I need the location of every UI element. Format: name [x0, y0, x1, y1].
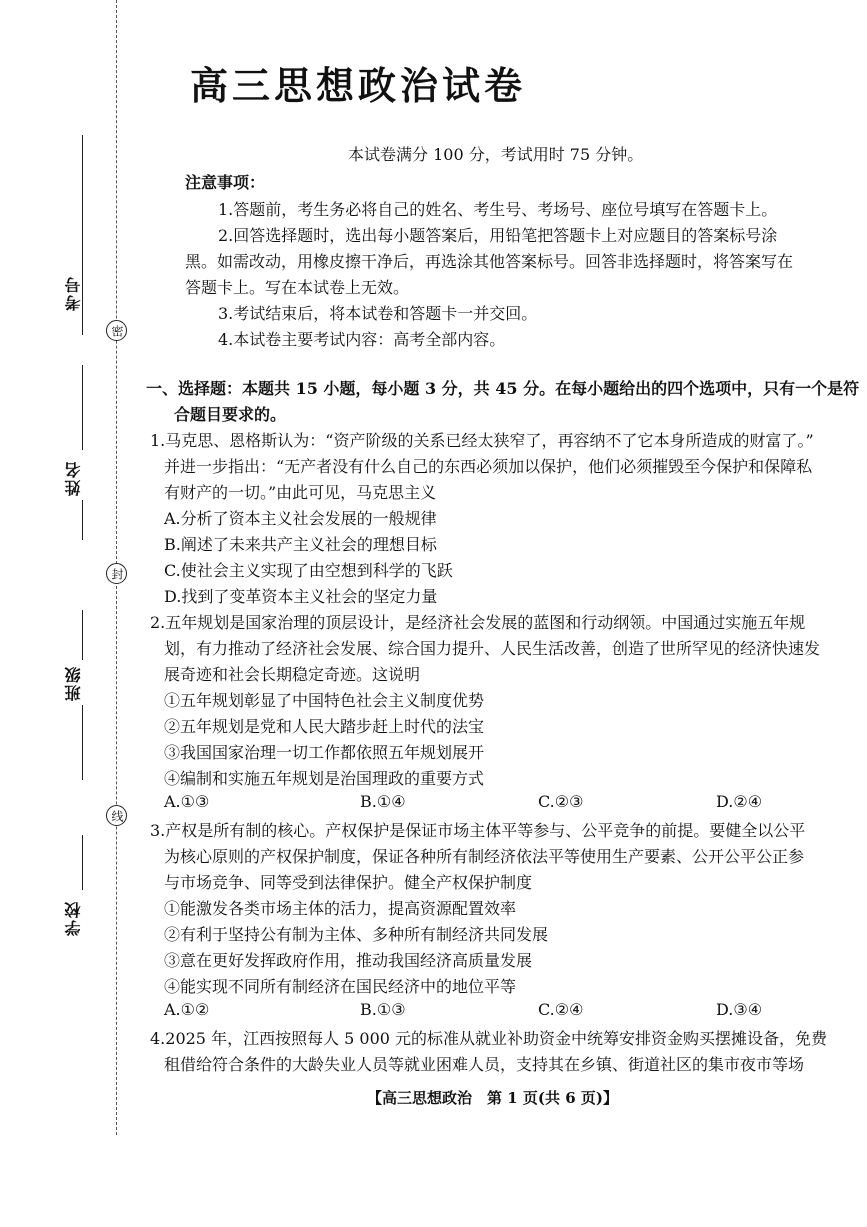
seal-mark-mi: 密	[106, 320, 127, 341]
q3-stem-line1: 3.产权是所有制的核心。产权保护是保证市场主体平等参与、公平竞争的前提。要健全以公平	[150, 821, 806, 840]
name-field[interactable]	[60, 365, 100, 540]
exam-number-field[interactable]	[60, 135, 100, 345]
q2-stem-line3: 展奇迹和社会长期稳定奇迹。这说明	[164, 665, 421, 684]
page-footer: 【高三思想政治 第 1 页(共 6 页)】	[367, 1089, 618, 1107]
q1-option-d[interactable]: D.找到了变革资本主义社会的坚定力量	[164, 587, 438, 606]
q2-stem-line2: 划，有力推动了经济社会发展、综合国力提升、人民生活改善，创造了世所罕见的经济快速发	[164, 639, 821, 658]
exam-info: 本试卷满分 100 分，考试用时 75 分钟。	[348, 145, 644, 164]
note-2-end: 答题卡上。写在本试卷上无效。	[185, 278, 410, 297]
exam-number-label: 考号	[64, 275, 83, 311]
q2-choice-b[interactable]: B.①④	[360, 792, 406, 811]
q3-stem-line3: 与市场竞争、同等受到法律保护。健全产权保护制度	[164, 873, 533, 892]
q2-choice-c[interactable]: C.②③	[538, 792, 584, 811]
q2-choices	[164, 792, 814, 818]
q3-choice-c[interactable]: C.②④	[538, 1000, 584, 1019]
exam-title: 高三思想政治试卷	[190, 63, 527, 108]
q1-stem-line1: 1.马克思、恩格斯认为：“资产阶级的关系已经太狭窄了，再容纳不了它本身所造成的财富了。”	[150, 431, 814, 450]
note-2: 2.回答选择题时，选出每小题答案后，用铅笔把答题卡上对应题目的答案标号涂	[218, 226, 778, 245]
section-heading: 一、选择题：本题共 15 小题，每小题 3 分，共 45 分。在每小题给出的四个选项中，只有一个是符	[146, 379, 860, 398]
q3-choice-a[interactable]: A.①②	[164, 1000, 210, 1019]
q2-item-2: ②五年规划是党和人民大踏步赶上时代的法宝	[164, 717, 485, 736]
q3-choices	[164, 1000, 814, 1026]
q3-item-2: ②有利于坚持公有制为主体、多种所有制经济共同发展	[164, 925, 549, 944]
class-field[interactable]	[60, 610, 100, 780]
notes-title: 注意事项：	[185, 173, 266, 192]
q3-choice-d[interactable]: D.③④	[716, 1000, 763, 1019]
q4-stem-line2: 租借给符合条件的大龄失业人员等就业困难人员，支持其在乡镇、街道社区的集市夜市等场	[164, 1055, 805, 1074]
q1-stem-line2: 并进一步指出：“无产者没有什么自己的东西必须加以保护，他们必须摧毁至今保护和保障私	[164, 457, 813, 476]
q1-option-c[interactable]: C.使社会主义实现了由空想到科学的飞跃	[164, 561, 453, 580]
school-line	[82, 835, 83, 890]
q2-item-1: ①五年规划彰显了中国特色社会主义制度优势	[164, 691, 485, 710]
note-4: 4.本试卷主要考试内容：高考全部内容。	[218, 330, 506, 349]
section-heading-cont: 合题目要求的。	[174, 405, 287, 424]
q2-item-3: ③我国国家治理一切工作都依照五年规划展开	[164, 743, 485, 762]
q1-option-b[interactable]: B.阐述了未来共产主义社会的理想目标	[164, 535, 437, 554]
name-line-lower	[82, 500, 83, 540]
name-line	[82, 365, 83, 450]
class-label: 班级	[64, 665, 83, 701]
q3-stem-line2: 为核心原则的产权保护制度，保证各种所有制经济依法平等使用生产要素、公开公平公正参	[164, 847, 805, 866]
class-line-lower	[82, 705, 83, 780]
seal-mark-feng: 封	[106, 563, 127, 584]
note-1: 1.答题前，考生务必将自己的姓名、考生号、考场号、座位号填写在答题卡上。	[218, 200, 778, 219]
q3-item-4: ④能实现不同所有制经济在国民经济中的地位平等	[164, 977, 517, 996]
name-label: 姓名	[64, 460, 83, 496]
class-line	[82, 610, 83, 660]
school-label: 学校	[64, 900, 83, 936]
seal-mark-xian: 线	[106, 805, 127, 826]
q1-stem-line3: 有财产的一切。”由此可见，马克思主义	[164, 483, 437, 502]
note-3: 3.考试结束后，将本试卷和答题卡一并交回。	[218, 304, 538, 323]
q2-stem-line1: 2.五年规划是国家治理的顶层设计，是经济社会发展的蓝图和行动纲领。中国通过实施五年规	[150, 613, 806, 632]
q2-choice-a[interactable]: A.①③	[164, 792, 210, 811]
school-field[interactable]	[60, 835, 100, 945]
q2-item-4: ④编制和实施五年规划是治国理政的重要方式	[164, 769, 485, 788]
q2-choice-d[interactable]: D.②④	[716, 792, 763, 811]
q1-option-a[interactable]: A.分析了资本主义社会发展的一般规律	[164, 509, 437, 528]
note-2-cont: 黑。如需改动，用橡皮擦干净后，再选涂其他答案标号。回答非选择题时，将答案写在	[185, 252, 794, 271]
q3-item-3: ③意在更好发挥政府作用，推动我国经济高质量发展	[164, 951, 533, 970]
q3-choice-b[interactable]: B.①③	[360, 1000, 406, 1019]
q4-stem-line1: 4.2025 年，江西按照每人 5 000 元的标准从就业补助资金中统筹安排资金购买摆摊设备，免费	[150, 1029, 828, 1048]
q3-item-1: ①能激发各类市场主体的活力，提高资源配置效率	[164, 899, 517, 918]
